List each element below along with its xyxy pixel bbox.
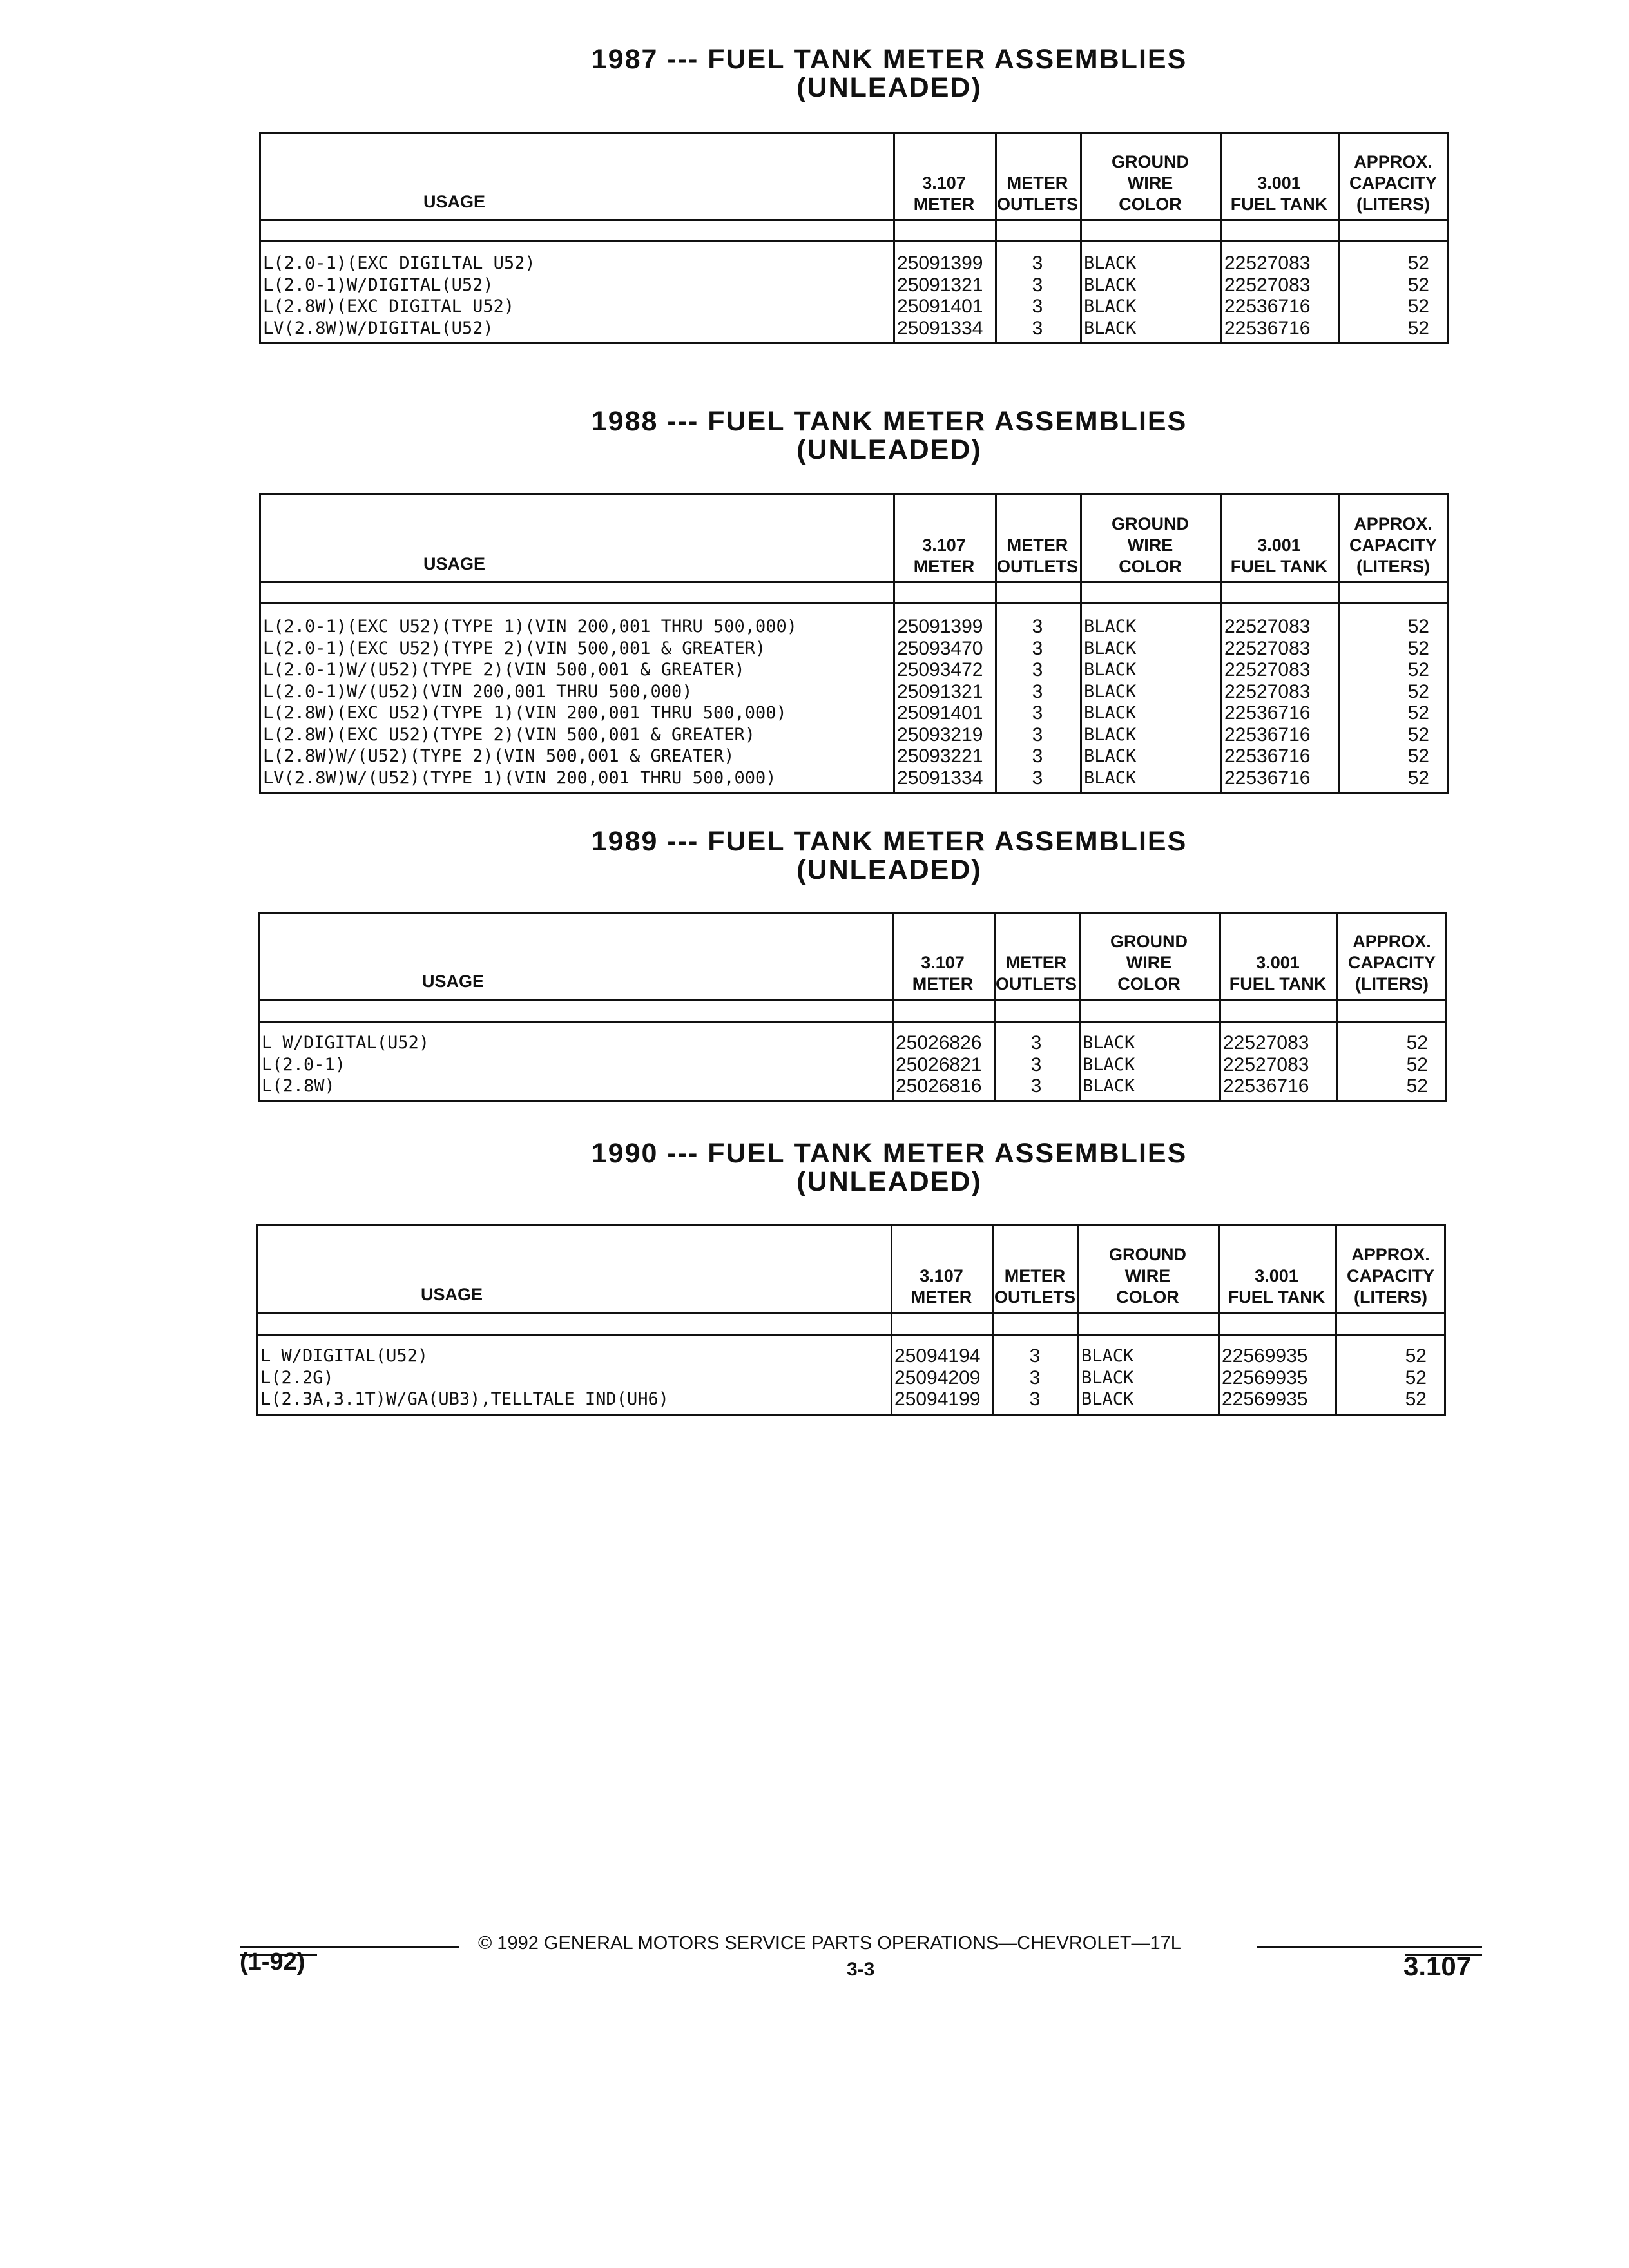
cell-wire-color: BLACK [1084, 274, 1137, 295]
cell-wire-color: BLACK [1084, 724, 1137, 745]
cell-outlets: 3 [1030, 1075, 1042, 1097]
cell-outlets: 3 [1032, 317, 1043, 339]
cell-fuel-tank-part: 22569935 [1222, 1345, 1308, 1367]
column-header-outlets: METER OUTLETS [996, 953, 1077, 994]
section-title-line: 1987 --- FUEL TANK METER ASSEMBLIES [591, 44, 1188, 75]
cell-meter-part: 25094194 [894, 1345, 981, 1367]
column-header-outlets: METER OUTLETS [997, 535, 1078, 576]
cell-usage: L(2.0-1)(EXC U52)(TYPE 1)(VIN 200,001 THRU 500,000) [263, 617, 798, 637]
cell-fuel-tank-part: 22527083 [1224, 680, 1311, 702]
cell-capacity: 52 [1407, 274, 1429, 296]
cell-usage: L(2.3A,3.1T)W/GA(UB3),TELLTALE IND(UH6) [260, 1389, 669, 1409]
column-divider [1220, 132, 1222, 344]
column-header-tank: 3.001 FUEL TANK [1230, 173, 1328, 214]
cell-meter-part: 25026816 [896, 1075, 982, 1097]
header-separator [259, 219, 1449, 221]
cell-outlets: 3 [1032, 637, 1043, 659]
cell-meter-part: 25026826 [896, 1032, 982, 1053]
cell-usage: L(2.0-1)W/(U52)(VIN 200,001 THRU 500,000) [263, 681, 693, 702]
cell-fuel-tank-part: 22527083 [1224, 637, 1311, 659]
column-divider [892, 912, 894, 1102]
cell-usage: L(2.8W) [262, 1076, 335, 1096]
cell-usage: L(2.8W)(EXC U52)(TYPE 1)(VIN 200,001 THRU 500,000) [263, 703, 787, 723]
cell-wire-color: BLACK [1084, 318, 1137, 338]
cell-fuel-tank-part: 22536716 [1224, 745, 1311, 767]
cell-fuel-tank-part: 22527083 [1224, 659, 1311, 680]
column-header-wire: GROUND WIRE COLOR [1110, 932, 1188, 994]
cell-meter-part: 25093219 [897, 724, 983, 745]
column-header-meter: 3.107 METER [913, 173, 975, 214]
column-header-tank: 3.001 FUEL TANK [1228, 1266, 1325, 1307]
cell-fuel-tank-part: 22527083 [1223, 1053, 1309, 1075]
cell-outlets: 3 [1032, 616, 1043, 637]
cell-outlets: 3 [1032, 767, 1043, 789]
cell-wire-color: BLACK [1081, 1367, 1134, 1388]
section-title [592, 1139, 1188, 1196]
cell-meter-part: 25091321 [897, 680, 983, 702]
cell-outlets: 3 [1032, 724, 1043, 745]
cell-wire-color: BLACK [1084, 746, 1137, 766]
cell-outlets: 3 [1029, 1389, 1041, 1410]
cell-meter-part: 25091401 [897, 702, 983, 724]
column-header-usage: USAGE [422, 972, 485, 991]
cell-outlets: 3 [1032, 745, 1043, 767]
cell-fuel-tank-part: 22527083 [1224, 616, 1311, 637]
cell-outlets: 3 [1032, 680, 1043, 702]
column-header-wire: GROUND WIRE COLOR [1109, 1245, 1186, 1307]
cell-wire-color: BLACK [1084, 767, 1137, 788]
footer-rule-left [240, 1946, 459, 1948]
column-header-outlets: METER OUTLETS [997, 173, 1078, 214]
column-header-usage: USAGE [423, 554, 486, 573]
cell-fuel-tank-part: 22536716 [1223, 1075, 1309, 1097]
column-header-capacity: APPROX. CAPACITY (LITERS) [1349, 514, 1437, 576]
cell-capacity: 52 [1406, 1032, 1428, 1053]
header-separator [258, 1021, 1447, 1023]
cell-usage: L(2.0-1)(EXC U52)(TYPE 2)(VIN 500,001 & GREATER) [263, 638, 766, 658]
cell-usage: LV(2.8W)W/DIGITAL(U52) [263, 318, 494, 338]
cell-wire-color: BLACK [1084, 660, 1137, 680]
section-title-line: 1988 --- FUEL TANK METER ASSEMBLIES [591, 406, 1188, 437]
section-title-line: 1990 --- FUEL TANK METER ASSEMBLIES [591, 1138, 1188, 1169]
cell-capacity: 52 [1407, 659, 1429, 680]
column-header-tank: 3.001 FUEL TANK [1230, 535, 1328, 576]
footer-page-number: 3-3 [847, 1959, 875, 1980]
footer-section-number: 3.107 [1403, 1951, 1472, 1981]
cell-wire-color: BLACK [1084, 638, 1137, 658]
column-header-meter: 3.107 METER [913, 535, 975, 576]
cell-capacity: 52 [1407, 253, 1429, 274]
cell-wire-color: BLACK [1084, 681, 1137, 702]
cell-usage: LV(2.8W)W/(U52)(TYPE 1)(VIN 200,001 THRU 500,000) [263, 767, 776, 788]
cell-wire-color: BLACK [1083, 1054, 1135, 1075]
cell-usage: L(2.8W)(EXC U52)(TYPE 2)(VIN 500,001 & GREATER) [263, 724, 756, 745]
cell-wire-color: BLACK [1084, 703, 1137, 723]
cell-capacity: 52 [1407, 767, 1429, 789]
cell-outlets: 3 [1029, 1345, 1041, 1367]
cell-capacity: 52 [1405, 1367, 1427, 1389]
cell-wire-color: BLACK [1084, 253, 1137, 273]
cell-outlets: 3 [1032, 702, 1043, 724]
cell-meter-part: 25091401 [897, 296, 983, 317]
cell-fuel-tank-part: 22527083 [1224, 274, 1311, 296]
cell-capacity: 52 [1407, 680, 1429, 702]
cell-meter-part: 25093221 [897, 745, 983, 767]
column-header-outlets: METER OUTLETS [994, 1266, 1075, 1307]
cell-outlets: 3 [1030, 1032, 1042, 1053]
cell-usage: L(2.2G) [260, 1367, 334, 1388]
header-separator [259, 581, 1449, 583]
cell-capacity: 52 [1407, 637, 1429, 659]
cell-wire-color: BLACK [1084, 296, 1137, 316]
cell-capacity: 52 [1406, 1053, 1428, 1075]
section-title [592, 407, 1188, 464]
cell-wire-color: BLACK [1083, 1033, 1135, 1053]
section-subtitle: (UNLEADED) [796, 854, 982, 885]
cell-usage: L W/DIGITAL(U52) [262, 1033, 430, 1053]
column-header-tank: 3.001 FUEL TANK [1229, 953, 1327, 994]
cell-capacity: 52 [1407, 745, 1429, 767]
cell-usage: L(2.8W)(EXC DIGITAL U52) [263, 296, 515, 316]
cell-usage: L(2.8W)W/(U52)(TYPE 2)(VIN 500,001 & GREATER) [263, 746, 735, 766]
cell-meter-part: 25091334 [897, 767, 983, 789]
cell-meter-part: 25091334 [897, 317, 983, 339]
column-header-capacity: APPROX. CAPACITY (LITERS) [1346, 1245, 1434, 1307]
column-divider [891, 1224, 892, 1416]
cell-capacity: 52 [1407, 616, 1429, 637]
column-header-wire: GROUND WIRE COLOR [1112, 152, 1189, 214]
cell-fuel-tank-part: 22569935 [1222, 1367, 1308, 1389]
cell-capacity: 52 [1407, 296, 1429, 317]
column-header-usage: USAGE [423, 192, 486, 211]
cell-outlets: 3 [1032, 274, 1043, 296]
cell-meter-part: 25091321 [897, 274, 983, 296]
footer-date-code: (1-92) [240, 1948, 305, 1975]
cell-fuel-tank-part: 22569935 [1222, 1389, 1308, 1410]
cell-fuel-tank-part: 22536716 [1224, 702, 1311, 724]
section-subtitle: (UNLEADED) [796, 1166, 982, 1197]
section-subtitle: (UNLEADED) [796, 434, 982, 465]
cell-fuel-tank-part: 22527083 [1223, 1032, 1309, 1053]
cell-capacity: 52 [1405, 1389, 1427, 1410]
header-separator [256, 1334, 1446, 1336]
header-separator [259, 602, 1449, 604]
cell-meter-part: 25091399 [897, 253, 983, 274]
cell-fuel-tank-part: 22536716 [1224, 296, 1311, 317]
cell-capacity: 52 [1407, 317, 1429, 339]
cell-fuel-tank-part: 22536716 [1224, 724, 1311, 745]
cell-meter-part: 25093472 [897, 659, 983, 680]
column-header-meter: 3.107 METER [912, 953, 974, 994]
cell-usage: L(2.0-1) [262, 1054, 346, 1075]
cell-meter-part: 25093470 [897, 637, 983, 659]
cell-capacity: 52 [1406, 1075, 1428, 1097]
column-header-usage: USAGE [421, 1285, 483, 1304]
cell-meter-part: 25091399 [897, 616, 983, 637]
cell-wire-color: BLACK [1084, 617, 1137, 637]
cell-usage: L(2.0-1)(EXC DIGILTAL U52) [263, 253, 535, 273]
section-title [592, 45, 1188, 102]
cell-outlets: 3 [1029, 1367, 1041, 1389]
column-divider [893, 132, 895, 344]
cell-outlets: 3 [1032, 296, 1043, 317]
cell-meter-part: 25094209 [894, 1367, 981, 1389]
cell-meter-part: 25094199 [894, 1389, 981, 1410]
column-header-wire: GROUND WIRE COLOR [1112, 514, 1189, 576]
cell-wire-color: BLACK [1081, 1389, 1134, 1409]
cell-usage: L(2.0-1)W/DIGITAL(U52) [263, 274, 494, 295]
footer-copyright: © 1992 GENERAL MOTORS SERVICE PARTS OPERATIONS—CHEVROLET—17L [478, 1933, 1181, 1954]
column-header-capacity: APPROX. CAPACITY (LITERS) [1349, 152, 1437, 214]
cell-fuel-tank-part: 22527083 [1224, 253, 1311, 274]
header-separator [258, 999, 1447, 1001]
cell-usage: L W/DIGITAL(U52) [260, 1346, 429, 1366]
cell-outlets: 3 [1032, 253, 1043, 274]
section-title-line: 1989 --- FUEL TANK METER ASSEMBLIES [591, 826, 1188, 857]
cell-fuel-tank-part: 22536716 [1224, 767, 1311, 789]
header-separator [259, 240, 1449, 242]
header-separator [256, 1312, 1446, 1314]
cell-capacity: 52 [1405, 1345, 1427, 1367]
section-title [592, 827, 1188, 884]
cell-fuel-tank-part: 22536716 [1224, 317, 1311, 339]
column-divider [1219, 912, 1221, 1102]
cell-capacity: 52 [1407, 702, 1429, 724]
section-subtitle: (UNLEADED) [796, 72, 982, 103]
cell-usage: L(2.0-1)W/(U52)(TYPE 2)(VIN 500,001 & GREATER) [263, 660, 745, 680]
cell-wire-color: BLACK [1081, 1346, 1134, 1366]
column-divider [1218, 1224, 1220, 1416]
cell-outlets: 3 [1032, 659, 1043, 680]
column-header-capacity: APPROX. CAPACITY (LITERS) [1347, 932, 1436, 994]
cell-wire-color: BLACK [1083, 1076, 1135, 1096]
cell-capacity: 52 [1407, 724, 1429, 745]
cell-meter-part: 25026821 [896, 1053, 982, 1075]
column-header-meter: 3.107 METER [911, 1266, 972, 1307]
footer-rule-right [1257, 1946, 1482, 1948]
cell-outlets: 3 [1030, 1053, 1042, 1075]
